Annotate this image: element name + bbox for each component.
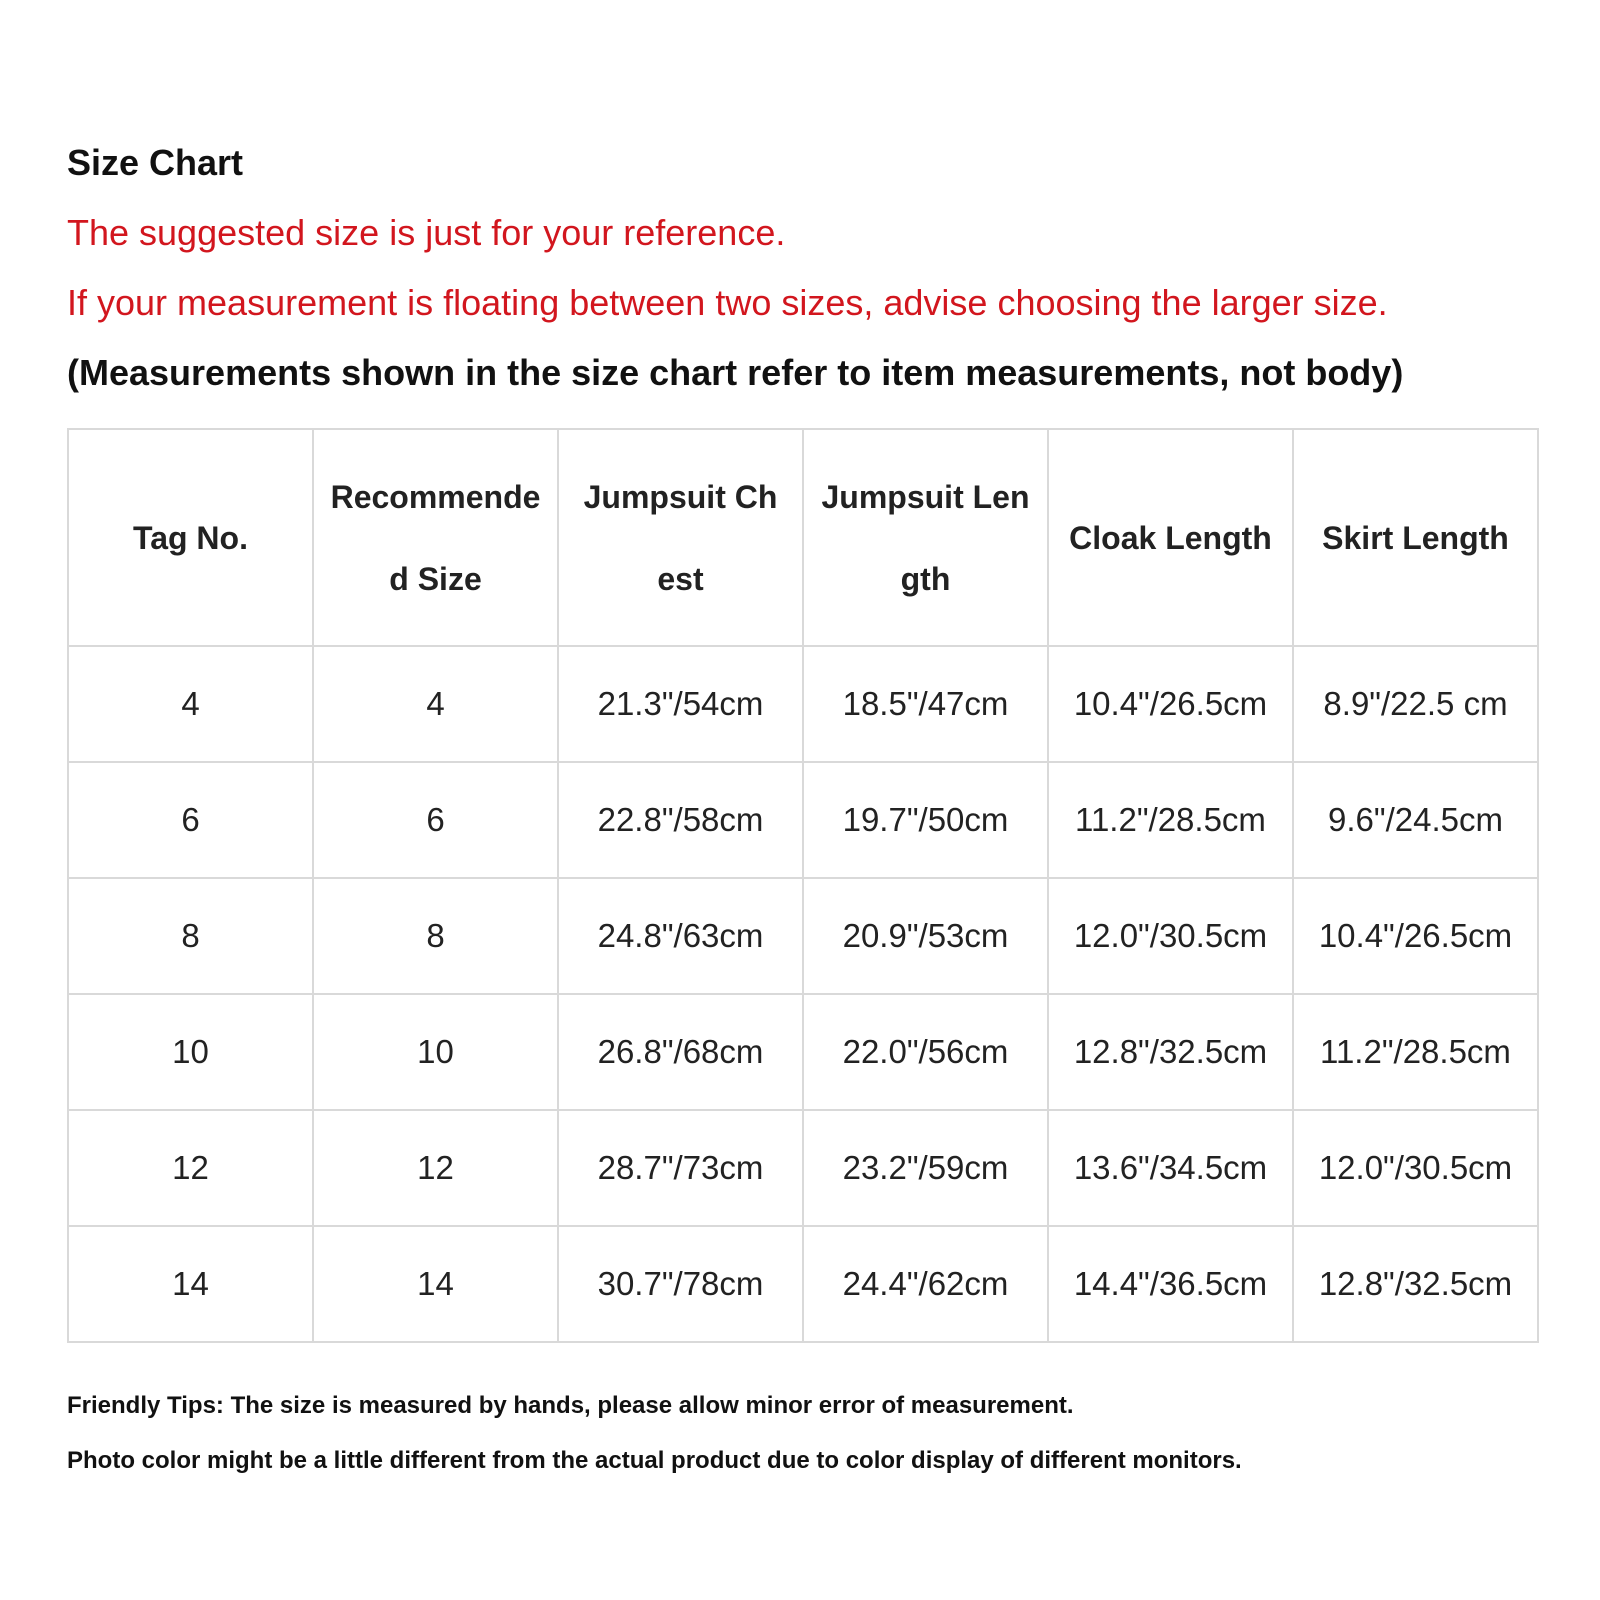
table-row — [68, 878, 1538, 994]
header-label: Tag No. — [133, 519, 248, 556]
page-title: Size Chart — [67, 142, 244, 183]
header-label-continued: est — [657, 560, 704, 597]
cell-tag-no: 12 — [68, 1110, 313, 1226]
cell-recommended-size: 4 — [313, 646, 558, 762]
friendly-tip: Friendly Tips: The size is measured by hands, please allow minor error of measurement. — [67, 1392, 1074, 1419]
cell-recommended-size: 12 — [313, 1110, 558, 1226]
cell-cloak-length: 10.4"/26.5cm — [1048, 646, 1293, 762]
header-recommended-size — [313, 429, 558, 646]
header-cloak-length — [1048, 429, 1293, 646]
cell-cloak-length: 13.6"/34.5cm — [1048, 1110, 1293, 1226]
header-label: Cloak Length — [1069, 519, 1272, 556]
header-jumpsuit-length — [803, 429, 1048, 646]
cell-tag-no: 6 — [68, 762, 313, 878]
cell-jumpsuit-chest: 21.3"/54cm — [558, 646, 803, 762]
cell-jumpsuit-chest: 26.8"/68cm — [558, 994, 803, 1110]
cell-recommended-size: 14 — [313, 1226, 558, 1342]
cell-tag-no: 4 — [68, 646, 313, 762]
cell-cloak-length: 14.4"/36.5cm — [1048, 1226, 1293, 1342]
color-disclaimer: Photo color might be a little different from the actual product due to color display of different monitors. — [67, 1447, 1242, 1474]
cell-skirt-length: 8.9"/22.5 cm — [1293, 646, 1538, 762]
cell-tag-no: 14 — [68, 1226, 313, 1342]
table-header-row — [68, 429, 1538, 646]
cell-jumpsuit-chest: 22.8"/58cm — [558, 762, 803, 878]
cell-recommended-size: 6 — [313, 762, 558, 878]
cell-jumpsuit-chest: 24.8"/63cm — [558, 878, 803, 994]
measurement-note: (Measurements shown in the size chart refer to item measurements, not body) — [67, 352, 1404, 393]
cell-cloak-length: 12.8"/32.5cm — [1048, 994, 1293, 1110]
cell-jumpsuit-length: 23.2"/59cm — [803, 1110, 1048, 1226]
cell-jumpsuit-length: 22.0"/56cm — [803, 994, 1048, 1110]
header-label: Jumpsuit Len — [821, 478, 1030, 515]
cell-skirt-length: 10.4"/26.5cm — [1293, 878, 1538, 994]
cell-jumpsuit-chest: 30.7"/78cm — [558, 1226, 803, 1342]
table-row — [68, 646, 1538, 762]
cell-jumpsuit-length: 18.5"/47cm — [803, 646, 1048, 762]
table-row — [68, 1110, 1538, 1226]
header-skirt-length — [1293, 429, 1538, 646]
cell-skirt-length: 12.0"/30.5cm — [1293, 1110, 1538, 1226]
header-label-continued: gth — [900, 560, 951, 597]
cell-jumpsuit-length: 19.7"/50cm — [803, 762, 1048, 878]
cell-recommended-size: 8 — [313, 878, 558, 994]
cell-skirt-length: 9.6"/24.5cm — [1293, 762, 1538, 878]
header-jumpsuit-chest — [558, 429, 803, 646]
cell-skirt-length: 12.8"/32.5cm — [1293, 1226, 1538, 1342]
table-row — [68, 994, 1538, 1110]
reference-note: The suggested size is just for your reference. — [67, 212, 786, 253]
size-table — [67, 428, 1539, 1343]
cell-skirt-length: 11.2"/28.5cm — [1293, 994, 1538, 1110]
cell-jumpsuit-length: 20.9"/53cm — [803, 878, 1048, 994]
header-label: Skirt Length — [1322, 519, 1509, 556]
cell-cloak-length: 11.2"/28.5cm — [1048, 762, 1293, 878]
table-row — [68, 1226, 1538, 1342]
header-tag-no — [68, 429, 313, 646]
cell-tag-no: 10 — [68, 994, 313, 1110]
table-row — [68, 762, 1538, 878]
cell-recommended-size: 10 — [313, 994, 558, 1110]
header-label: Jumpsuit Ch — [583, 478, 778, 515]
cell-jumpsuit-length: 24.4"/62cm — [803, 1226, 1048, 1342]
header-label-continued: d Size — [389, 560, 482, 597]
cell-tag-no: 8 — [68, 878, 313, 994]
size-advice-note: If your measurement is floating between two sizes, advise choosing the larger size. — [67, 282, 1388, 323]
cell-cloak-length: 12.0"/30.5cm — [1048, 878, 1293, 994]
cell-jumpsuit-chest: 28.7"/73cm — [558, 1110, 803, 1226]
header-label: Recommende — [330, 478, 541, 515]
